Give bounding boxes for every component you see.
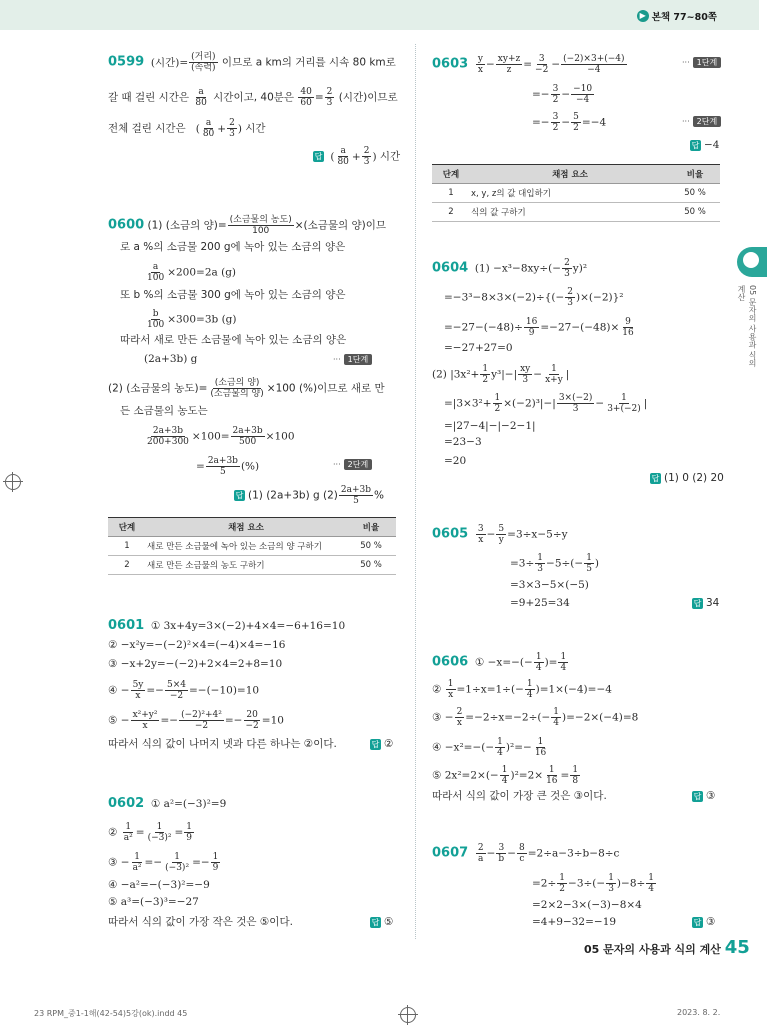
problem-0602-line3: ③ − $\frac{1}{\text{a²}}$ =− $\frac{1}{\text{(−3)²}}$ =− $\frac{1}{9}$ xyxy=(108,852,219,873)
problem-0602-line6: 따라서 식의 값이 가장 작은 것은 ⑤이다. xyxy=(108,916,293,928)
problem-0602-line1: 0602 ① a²=(−3)²=9 xyxy=(108,796,227,811)
answer-0607: 답 ③ xyxy=(693,916,716,928)
problem-number: 0607 xyxy=(432,845,469,861)
problem-0604-line3: =−27−(−48)÷ $\frac{16}{9}$ =−27−(−48)× $\frac{9}{16}$ xyxy=(444,317,634,338)
problem-0604-line8: =23−3 xyxy=(444,436,482,448)
answer-0602: 답 ⑤ xyxy=(371,916,394,928)
answer-icon: 답 xyxy=(693,791,702,801)
problem-0606-line4: ④ −x²=−(− $\frac{1}{4}$ )²=− $\frac{1}{16}$ xyxy=(432,737,547,758)
registration-mark-icon xyxy=(5,474,21,490)
problem-0604-line4: =−27+27=0 xyxy=(444,342,513,354)
problem-0600-line6: 따라서 새로 만든 소금물에 녹아 있는 소금의 양은 xyxy=(120,334,347,346)
scoring-table-0603: 단계 채점 요소 비율 1 x, y, z의 값 대입하기 50 % 2 식의 값 구하기 50 % xyxy=(432,164,720,222)
problem-0600-line10: $\frac{2a+3b}{200+300}$ ×100= $\frac{2a+3b}{500}$ ×100 xyxy=(147,426,295,447)
problem-0602-line2: ② $\frac{1}{\text{a²}}$ = $\frac{1}{\text{(−3)²}}$ = $\frac{1}{9}$ xyxy=(108,822,193,843)
problem-0606-line3: ③ − $\frac{2}{x}$ =−2÷x=−2÷(− $\frac{1}{4}$ )=−2×(−4)=8 xyxy=(432,707,639,728)
answer-0599: 답 ( $\frac{a}{80}$ + $\frac{2}{3}$ ) 시간 xyxy=(314,146,401,167)
problem-number: 0600 xyxy=(108,217,145,233)
answer-0604: 답 (1) 0 (2) 20 xyxy=(651,472,724,484)
problem-0600-line1: 0600 (1) (소금의 양)= $\frac{\text{(소금물의 농도)}}{100}$ ×(소금물의 양)이므 xyxy=(108,215,387,236)
problem-0605-line4: =9+25=34 xyxy=(510,597,570,609)
page-number: 45 xyxy=(724,937,750,958)
column-divider xyxy=(415,44,416,939)
problem-0601-line6: 따라서 식의 값이 나머지 넷과 다른 하나는 ②이다. xyxy=(108,738,337,750)
scoring-table-0600: 단계 채점 요소 비율 1 새로 만든 소금물에 녹아 있는 소금의 양 구하기 50 % 2 새로 만든 소금물의 농도 구하기 50 % xyxy=(108,517,396,575)
problem-number: 0599 xyxy=(108,54,145,70)
problem-0605-line2: =3÷ $\frac{1}{3}$ −5÷(− $\frac{1}{5}$ ) xyxy=(510,553,600,574)
problem-number: 0606 xyxy=(432,654,469,670)
arrow-icon: ▶ xyxy=(637,10,649,22)
reference-text: 본책 77~80쪽 xyxy=(651,12,717,23)
answer-icon: 답 xyxy=(691,140,700,150)
problem-0603-line1: 0603 $\frac{y}{x}$ − $\frac{xy+z}{z}$ = $\frac{3}{-2}$ − $\frac{(-2)\times 3+(-4)}{-4}$ xyxy=(432,54,625,75)
table-row: 2 식의 값 구하기 50 % xyxy=(432,203,720,222)
problem-0605-line3: =3×3−5×(−5) xyxy=(510,579,589,591)
table-row: 1 새로 만든 소금물에 녹아 있는 소금의 양 구하기 50 % xyxy=(108,537,396,556)
problem-0606-line5: ⑤ 2x²=2×(− $\frac{1}{4}$ )²=2× $\frac{1}{16}$ = $\frac{1}{8}$ xyxy=(432,765,579,786)
problem-0604-line6: =|3×3²+ $\frac{1}{2}$ ×(−2)³|−| $\frac{3\times(-2)}{3}$ − $\frac{1}{3+(-2)}$ | xyxy=(444,393,648,414)
problem-0600-line11: = $\frac{2a+3b}{5}$ (%) xyxy=(196,456,260,477)
answer-0603: 답 −4 xyxy=(691,139,720,151)
problem-0605-line1: 0605 $\frac{3}{x}$ − $\frac{5}{y}$ =3÷x−5÷y xyxy=(432,524,568,545)
answer-icon: 답 xyxy=(651,473,660,483)
side-tab-text: 05 문자의 사용과 식의 계산 xyxy=(737,285,757,367)
problem-0601-line3: ③ −x+2y=−(−2)+2×4=2+8=10 xyxy=(108,658,283,670)
answer-icon: 답 xyxy=(235,491,244,500)
problem-0600-line5: $\frac{b}{100}$ ×300=3b (g) xyxy=(147,309,237,330)
problem-0600-line8: (2) (소금물의 농도)= $\frac{\text{(소금의 양)}}{\text{(소금물의 양)}}$ ×100 (%)이므로 새로 만 xyxy=(108,378,385,399)
problem-number: 0603 xyxy=(432,56,469,72)
answer-0605: 답 34 xyxy=(693,597,720,609)
problem-0607-line1: 0607 $\frac{2}{a}$ − $\frac{3}{b}$ − $\frac{8}{c}$ =2÷a−3÷b−8÷c xyxy=(432,843,620,864)
problem-0599-line2: 갈 때 걸린 시간은 $\frac{a}{80}$ 시간이고, 40분은 $\frac{40}{60}$ = $\frac{2}{3}$ (시간)이므로 xyxy=(108,87,398,108)
answer-icon: 답 xyxy=(371,917,380,927)
problem-0604-line5: (2) |3x²+ $\frac{1}{2}$ y³|−| $\frac{xy}{3}$ − $\frac{1}{x+y}$ | xyxy=(432,364,570,385)
problem-number: 0601 xyxy=(108,618,145,633)
problem-0602-line5: ⑤ a³=(−3)³=−27 xyxy=(108,896,199,908)
problem-0601-line5: ⑤ − $\frac{\text{x²+y²}}{x}$ =− $\frac{\text{(−2)²+4²}}{-2}$ =− $\frac{20}{-2}$ =10 xyxy=(108,710,284,731)
table-row: 2 새로 만든 소금물의 농도 구하기 50 % xyxy=(108,556,396,575)
problem-0604-line1: 0604 (1) −x³−8xy÷(− $\frac{2}{3}$ y)² xyxy=(432,258,588,279)
problem-0601-line1: 0601 ① 3x+4y=3×(−2)+4×4=−6+16=10 xyxy=(108,618,346,633)
problem-0600-line9: 든 소금물의 농도는 xyxy=(120,405,208,417)
answer-0606: 답 ③ xyxy=(693,790,716,802)
problem-0601-line4: ④ − $\frac{5y}{x}$ =− $\frac{5\times 4}{-2}$ =−(−10)=10 xyxy=(108,680,260,701)
print-date: 2023. 8. 2. xyxy=(677,1008,721,1017)
problem-number: 0604 xyxy=(432,260,469,276)
problem-0600-line4: 또 b %의 소금물 300 g에 녹아 있는 소금의 양은 xyxy=(120,289,346,301)
step-marker: ··· 1단계 xyxy=(333,351,372,368)
problem-0606-line1: 0606 ① −x=−(− $\frac{1}{4}$ )= $\frac{1}{4}$ xyxy=(432,652,567,673)
problem-0600-line2: 로 a %의 소금물 200 g에 녹아 있는 소금의 양은 xyxy=(120,241,346,253)
answer-icon: 답 xyxy=(693,598,702,608)
problem-0604-line2: =−3³−8×3×(−2)÷{(− $\frac{2}{3}$ )×(−2)}² xyxy=(444,287,624,308)
step-marker: ··· 2단계 xyxy=(682,113,721,130)
page-footer xyxy=(584,937,750,958)
problem-0603-line3: =− $\frac{3}{2}$ − $\frac{5}{2}$ =−4 xyxy=(532,112,607,133)
problem-0604-line9: =20 xyxy=(444,455,467,467)
problem-number: 0602 xyxy=(108,796,145,811)
problem-0600-line3: $\frac{a}{100}$ ×200=2a (g) xyxy=(147,262,237,283)
problem-0603-line2: =− $\frac{3}{2}$ − $\frac{-10}{-4}$ xyxy=(532,84,593,105)
answer-icon: 답 xyxy=(314,152,323,161)
step-marker: ··· 2단계 xyxy=(333,456,372,473)
table-row: 1 x, y, z의 값 대입하기 50 % xyxy=(432,184,720,203)
problem-0604-line7: =|27−4|−|−2−1| xyxy=(444,420,536,432)
answer-icon: 답 xyxy=(693,917,702,927)
circle-icon xyxy=(743,252,759,268)
answer-0600: 답 (1) (2a+3b) g (2) $\frac{2a+3b}{5}$ % xyxy=(235,485,384,506)
page-reference xyxy=(637,9,717,23)
problem-0607-line3: =2×2−3×(−3)−8×4 xyxy=(532,899,642,911)
side-tab xyxy=(737,247,767,277)
answer-icon: 답 xyxy=(371,739,380,749)
problem-0599-line3: 전체 걸린 시간은 ( $\frac{a}{80}$ + $\frac{2}{3}$ ) 시간 xyxy=(108,118,266,139)
problem-0602-line4: ④ −a²=−(−3)²=−9 xyxy=(108,879,210,891)
problem-0606-line2: ② $\frac{1}{x}$ =1÷x=1÷(− $\frac{1}{4}$ )=1×(−4)=−4 xyxy=(432,679,612,700)
problem-number: 0605 xyxy=(432,526,469,542)
registration-mark-icon xyxy=(400,1007,416,1023)
answer-0601: 답 ② xyxy=(371,738,394,750)
problem-0601-line2: ② −x²y=−(−2)²×4=(−4)×4=−16 xyxy=(108,639,286,651)
problem-0607-line4: =4+9−32=−19 xyxy=(532,916,617,928)
file-info: 23 RPM_중1-1해(42-54)5강(ok).indd 45 xyxy=(34,1009,188,1018)
problem-0600-line7: (2a+3b) g xyxy=(144,353,198,365)
problem-0606-line6: 따라서 식의 값이 가장 큰 것은 ③이다. xyxy=(432,790,607,802)
chapter-title: 05 문자의 사용과 식의 계산 xyxy=(584,943,721,956)
problem-0607-line2: =2÷ $\frac{1}{2}$ −3÷(− $\frac{1}{3}$ )−8÷ $\frac{1}{4}$ xyxy=(532,873,655,894)
step-marker: ··· 1단계 xyxy=(682,54,721,71)
problem-0599-line1: 0599 (시간)= $\frac{\text{(거리)}}{\text{(속력)}}$ 이므로 a km의 거리를 시속 80 km로 xyxy=(108,52,396,73)
